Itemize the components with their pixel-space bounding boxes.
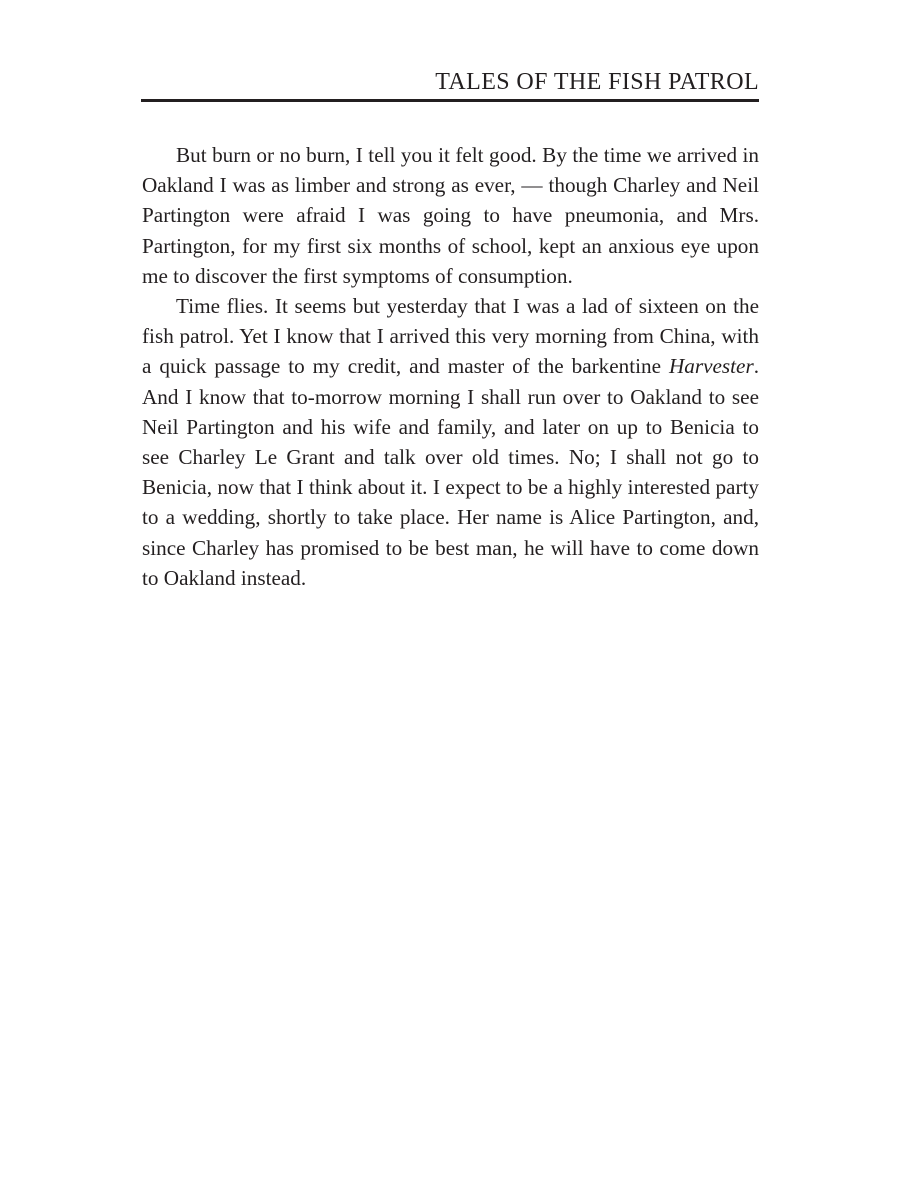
paragraph-text: . And I know that to-morrow morning I shall run over to Oakland to see Neil Partington and his wife and family, and later on up to Benicia to see Charley Le Grant and talk over old times. No; I shall not go to Benicia, now that I think about it. I expect to be a highly interested party to a wedding, shortly to take place. Her name is Alice Partington, and, since Charley has promised to be best man, he will have to come down to Oakland instead. — [142, 354, 759, 590]
paragraph: But burn or no burn, I tell you it felt good. By the time we arrived in Oakland I was as limber and strong as ever, — though Charley and Neil Partington were afraid I was going to have pneumonia, and Mrs. Partington, for my first six months of school, kept an anxious eye upon me to discover the first symptoms of consumption. — [142, 143, 759, 288]
paragraph-text: Time flies. It seems but yesterday that I was a lad of sixteen on the fish patrol. Yet I know that I arrived this very morning from China, with a quick passage to my credit, and master of the barkentine — [142, 294, 759, 379]
ship-name: Harvester — [668, 354, 754, 379]
paragraph — [142, 291, 759, 593]
running-head — [141, 66, 759, 98]
running-title: TALES OF THE FISH PATROL — [435, 69, 759, 95]
body-text — [142, 140, 759, 593]
header-rule — [141, 99, 759, 102]
